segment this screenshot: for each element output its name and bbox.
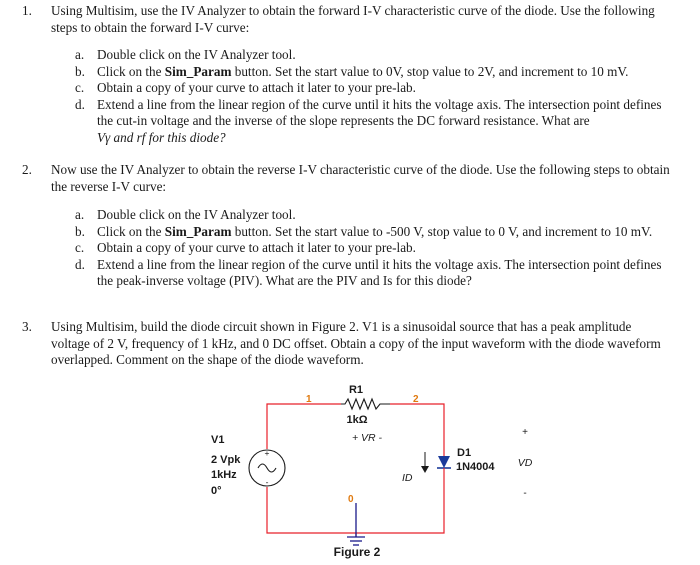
diode-voltage-label: VD (517, 457, 533, 469)
source-minus-sign: - (265, 477, 269, 487)
diode-part: 1N4004 (456, 461, 495, 473)
question-number: 1. (22, 3, 32, 18)
step-item: d. Extend a line from the linear region of the curve until it hits the voltage axis. The intersection point defines the peak-inverse voltage (PIV). What are the PIV and Is for this diode? (75, 256, 662, 288)
step-item: c. Obtain a copy of your curve to attach it later to your pre-lab. (75, 240, 416, 255)
source-amplitude: 2 Vpk (211, 454, 241, 466)
step-item: c. Obtain a copy of your curve to attach it later to your pre-lab. (75, 80, 416, 95)
figure-caption: Figure 2 (333, 545, 381, 559)
step-item: b. Click on the Sim_Param button. Set the start value to 0V, stop value to 2V, and increment to 10 mV. (75, 63, 629, 79)
arrow-down-icon (421, 466, 429, 473)
source-phase: 0° (211, 485, 222, 497)
step-item: a. Double click on the IV Analyzer tool. (75, 207, 296, 222)
resistor-icon (341, 399, 390, 409)
diode-current-label: ID (402, 472, 413, 484)
question-number: 2. (22, 162, 32, 177)
question-number: 3. (22, 319, 32, 334)
source-frequency: 1kHz (211, 469, 237, 481)
question-text: Now use the IV Analyzer to obtain the reverse I-V characteristic curve of the diode. Use the following steps to obtain the reverse I-V curve: (51, 162, 670, 194)
wire (267, 404, 341, 449)
diode-name: D1 (457, 447, 472, 459)
resistor-name: R1 (348, 384, 364, 396)
wire (390, 404, 444, 456)
question-text: Using Multisim, use the IV Analyzer to obtain the forward I-V characteristic curve of the diode. Use the following steps to obtain the forward I-V curve: (51, 3, 655, 35)
node-label-2: 2 (413, 394, 419, 405)
ground-icon (347, 503, 365, 545)
step-item: b. Click on the Sim_Param button. Set the start value to -500 V, stop value to 0 V, and increment to 10 mV. (75, 223, 653, 239)
step-item: a. Double click on the IV Analyzer tool. (75, 47, 296, 62)
node-label-0: 0 (348, 494, 354, 505)
vd-minus-sign: - (523, 488, 527, 499)
vd-plus-sign: + (522, 427, 528, 438)
source-plus-sign: + (264, 448, 270, 458)
step-item: d. Extend a line from the linear region of the curve until it hits the voltage axis. The intersection point defines the cut-in voltage and the inverse of the slope represents the DC forward resistance. What are Vγ and rf for this diode? (75, 96, 662, 145)
source-name: V1 (211, 434, 225, 446)
resistor-voltage-label: + VR - (351, 432, 383, 444)
sine-wave-icon (258, 464, 276, 472)
diode-icon (438, 456, 450, 468)
question-text: Using Multisim, build the diode circuit shown in Figure 2. V1 is a sinusoidal source that has a peak amplitude voltage of 2 V, frequency of 1 kHz, and 0 DC offset. Obtain a copy of the input waveform with the diode waveform overlapped. Comment on the shape of the diode waveform. (51, 319, 661, 367)
resistor-value: 1kΩ (346, 414, 368, 426)
node-label-1: 1 (306, 394, 312, 405)
